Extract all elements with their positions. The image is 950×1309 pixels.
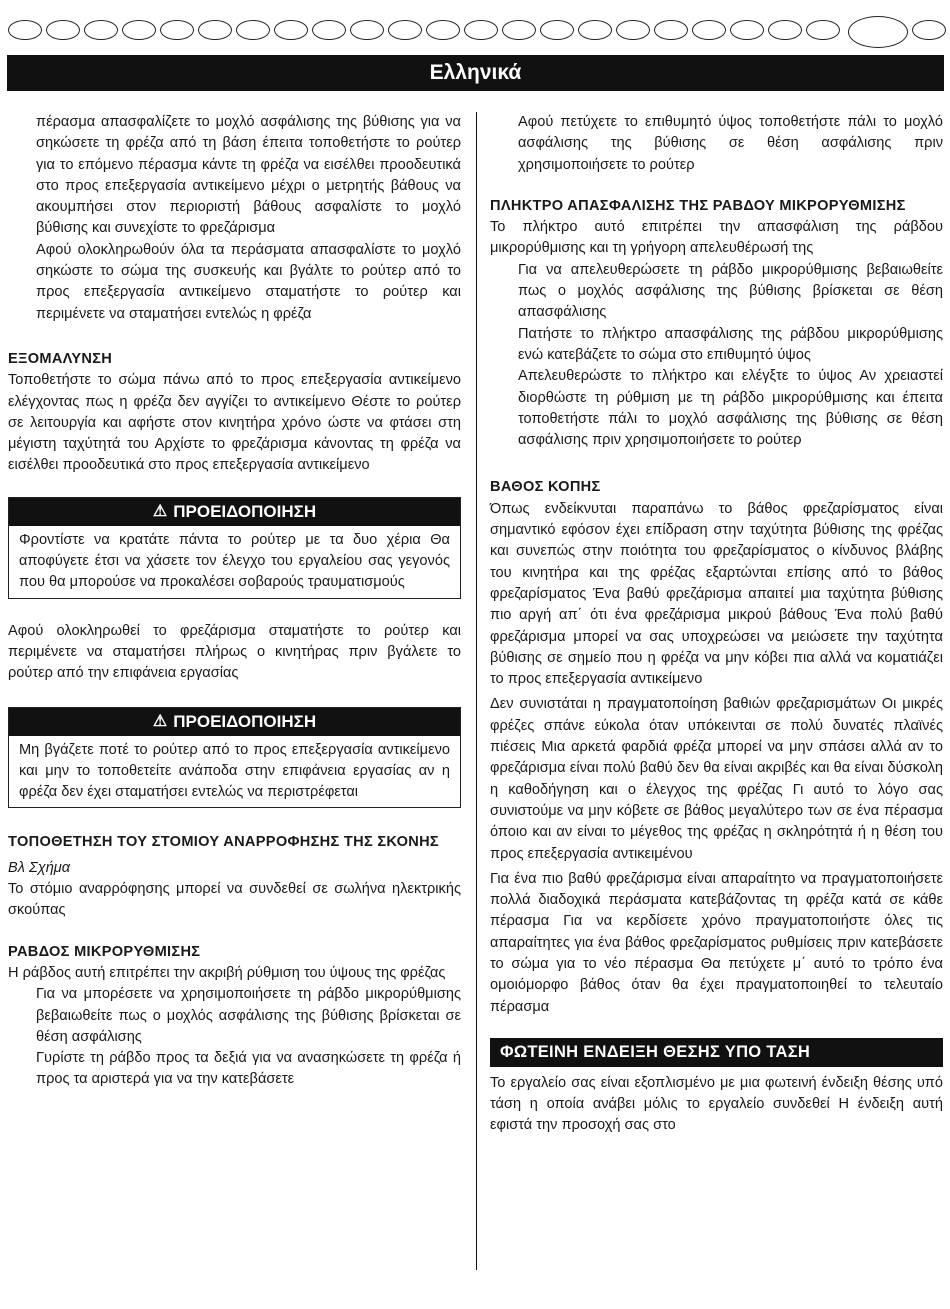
- section-oval: [654, 20, 688, 40]
- warning-text: Μη βγάζετε ποτέ το ρούτερ από το προς επεξεργασία αντικείμενο και μην το τοποθετείτε ανάποδα στην επιφάνεια εργασίας αν η φρέζα δεν έχει σταματήσει εντελώς να περιστρέφεται: [19, 741, 450, 801]
- paragraph: Το πλήκτρο αυτό επιτρέπει την απασφάλιση της ράβδου μικρορύθμισης και τη γρήγορη απελευθέρωσή της: [490, 219, 943, 257]
- paragraph: Δεν συνιστάται η πραγματοποίηση βαθιών φρεζαρισμάτων Οι μικρές φρέζες σπάνε εύκολα όταν υπόκεινται σε πολύ δυνατές πλαϊνές πιέσεις Μια αρκετά φαρδιά φρέζα μπορεί να μην σπάσει αλλά αν το φρεζάρισμα είναι πολύ βαθύ δεν θα είναι ακριβές και θα είναι δύσκολη η καθοδήγηση και ο έλεγχος της φρέζας Γι αυτό το λόγο σας συνιστούμε να μην κόβετε σε βάθος μεγαλύτερο των σε ένα πέρασμα όποιο και αν είναι το μέγεθος της φρέζας η σκληρότητά ή η θέση του προς επεξεργασία αντικειμένου: [490, 696, 943, 862]
- section-heading-text: ΦΩΤΕΙΝΗ ΕΝΔΕΙΞΗ ΘΕΣΗΣ ΥΠΟ ΤΑΣΗ: [500, 1042, 811, 1061]
- section-oval: [692, 20, 726, 40]
- right-column: [490, 112, 943, 1137]
- step-item: Πατήστε το πλήκτρο απασφάλισης της ράβδου μικρορύθμισης ενώ κατεβάζετε το σώμα στο επιθυμητό ύψος: [518, 325, 943, 363]
- step-item: Αφού πετύχετε το επιθυμητό ύψος τοποθετήστε πάλι το μοχλό ασφάλισης της βύθισης σε θέση ασφάλισης πριν χρησιμοποιήσετε το ρούτερ: [518, 114, 943, 173]
- section-oval: [502, 20, 536, 40]
- section-oval: [912, 20, 946, 40]
- paragraph: Τοποθετήστε το σώμα πάνω από το προς επεξεργασία αντικείμενο ελέγχοντας πως η φρέζα δεν αγγίζει το αντικείμενο Θέστε το ρούτερ σε λειτουργία και αφήστε στον κινητήρα χρόνο ώστε να φτάσει στη μέγιστη ταχύτητά του Αρχίστε το φρεζάρισμα κάνοντας τη φρέζα να εισέλθει προοδευτικά στο προς επεξεργασία αντικείμενο: [8, 372, 461, 474]
- page-title: Ελληνικά: [429, 61, 522, 84]
- section-heading-release-button: ΠΛΗΚΤΡΟ ΑΠΑΣΦΑΛΙΣΗΣ ΤΗΣ ΡΑΒΔΟΥ ΜΙΚΡΟΡΥΘΜΙΣΗΣ: [490, 197, 906, 214]
- warning-text: Φροντίστε να κρατάτε πάντα το ρούτερ με τα δυο χέρια Θα αποφύγετε έτσι να χάσετε τον έλεγχο του εργαλείου σας γεγονός που θα μπορούσε να προκαλέσει σοβαρούς τραυματισμούς: [19, 531, 450, 591]
- figure-reference: Βλ Σχήμα: [8, 859, 71, 876]
- section-heading-fine-adjust-rod: ΡΑΒΔΟΣ ΜΙΚΡΟΡΥΘΜΙΣΗΣ: [8, 943, 201, 960]
- paragraph: Αφού ολοκληρωθεί το φρεζάρισμα σταματήστε το ρούτερ και περιμένετε να σταματήσει πλήρως ο κινητήρας πριν βγάλετε το ρούτερ από την επιφάνεια εργασίας: [8, 622, 461, 682]
- section-oval: [198, 20, 232, 40]
- step-item: Για να απελευθερώσετε τη ράβδο μικρορύθμισης βεβαιωθείτε πως ο μοχλός ασφάλισης της βύθισης βρίσκεται σε θέση απασφάλισης: [518, 261, 943, 321]
- warning-header: [9, 498, 460, 526]
- step-item: Απελευθερώστε το πλήκτρο και ελέγξτε το ύψος Αν χρειαστεί διορθώστε τη ρύθμιση με τη ράβδο μικρορύθμισης και έπειτα τοποθετήστε πάλι το μοχλό ασφάλισης της βύθισης σε θέση ασφάλισης πριν χρησιμοποιήσετε το ρούτερ: [518, 368, 943, 449]
- section-oval: [84, 20, 118, 40]
- warning-box: [8, 707, 461, 809]
- step-item: Για να μπορέσετε να χρησιμοποιήσετε τη ράβδο μικρορύθμισης βεβαιωθείτε πως ο μοχλός ασφάλισης της βύθισης βρίσκεται σε θέση ασφάλισης: [36, 986, 461, 1045]
- warning-title: ΠΡΟΕΙΔΟΠΟΙΗΣΗ: [173, 502, 317, 522]
- language-title-bar: [7, 55, 944, 91]
- section-oval: [350, 20, 384, 40]
- section-heading-cut-depth: ΒΑΘΟΣ ΚΟΠΗΣ: [490, 479, 601, 496]
- section-oval: [578, 20, 612, 40]
- section-heading-dust-port: ΤΟΠΟΘΕΤΗΣΗ ΤΟΥ ΣΤΟΜΙΟΥ ΑΝΑΡΡΟΦΗΣΗΣ ΤΗΣ ΣΚΟΝΗΣ: [8, 834, 439, 851]
- section-oval: [806, 20, 840, 40]
- warning-triangle-icon: ⚠: [152, 712, 168, 730]
- column-divider: [476, 112, 477, 1270]
- section-heading-power-indicator: [490, 1038, 943, 1067]
- paragraph: Όπως ενδείκνυται παραπάνω το βάθος φρεζαρίσματος είναι σημαντικό εφόσον έχει επίδραση στην ταχύτητα βύθισης της φρέζας και συνεπώς στην ποιότητα του φρεζαρίσματος ο κίνδυνος βλάβης του κινητήρα και της φρέζας εξαρτώνται επίσης από το βάθος φρεζαρίσματος Ένα βαθύ φρεζάρισμα απαιτεί μια ταχύτητα βύθισης πιο αργή απ΄ ότι ένα φρεζάρισμα μικρού βάθους Ένα πολύ βαθύ φρεζάρισμα μπορεί να σας υποχρεώσει να μειώσετε την ταχύτητα βύθισης σε σημείο που η φρέζα να μην κόβει πια αλλά να κοματιάζει το προς επεξεργασία αντικείμενο: [490, 500, 943, 688]
- paragraph: Το εργαλείο σας είναι εξοπλισμένο με μια φωτεινή ένδειξη θέσης υπό τάση η οποία ανάβει μόλις το εργαλείο συνδεθεί Η ένδειξη αυτή εφιστά την προσοχή σας στο: [490, 1074, 943, 1134]
- section-oval: [616, 20, 650, 40]
- left-column: [8, 112, 461, 1091]
- section-oval: [464, 20, 498, 40]
- paragraph: Αφού ολοκληρωθούν όλα τα περάσματα απασφαλίστε το μοχλό σηκώστε το σώμα της συσκευής και βγάλτε το ρούτερ από το προς επεξεργασία αντικείμενο σταματήστε το ρούτερ και περιμένετε να σταματήσει εντελώς η φρέζα: [36, 241, 461, 322]
- section-oval: [8, 20, 42, 40]
- section-oval: [426, 20, 460, 40]
- section-oval-strip: [8, 16, 942, 50]
- section-oval: [160, 20, 194, 40]
- warning-header: [9, 708, 460, 736]
- section-oval: [274, 20, 308, 40]
- current-section-oval: [848, 16, 908, 48]
- warning-title: ΠΡΟΕΙΔΟΠΟΙΗΣΗ: [173, 711, 317, 731]
- section-oval: [730, 20, 764, 40]
- paragraph: πέρασμα απασφαλίζετε το μοχλό ασφάλισης της βύθισης για να σηκώσετε τη φρέζα από τη βάση έπειτα τοποθετήστε το ρούτερ για το επόμενο πέρασμα κάντε τη φρέζα να εισέλθει προοδευτικά στο προς επεξεργασία αντικείμενο μέχρι ο μετρητής βάθους να ακουμπήσει στον περιοριστή βάθους ασφαλίστε το μοχλό βύθισης και συνεχίστε το φρεζάρισμα: [36, 114, 461, 237]
- section-oval: [236, 20, 270, 40]
- warning-box: [8, 497, 461, 599]
- warning-triangle-icon: ⚠: [152, 503, 168, 521]
- section-heading-smoothing: ΕΞΟΜΑΛΥΝΣΗ: [8, 350, 113, 367]
- section-oval: [46, 20, 80, 40]
- step-item: Γυρίστε τη ράβδο προς τα δεξιά για να ανασηκώσετε τη φρέζα ή προς τα αριστερά για να την κατεβάσετε: [36, 1050, 461, 1088]
- paragraph: Η ράβδος αυτή επιτρέπει την ακριβή ρύθμιση του ύψους της φρέζας: [8, 964, 446, 981]
- paragraph: Για ένα πιο βαθύ φρεζάρισμα είναι απαραίτητο να πραγματοποιήσετε πολλά διαδοχικά περάσματα κατεβάζοντας τη φρέζα κατά σε κάθε πέρασμα Για να κερδίσετε χρόνο πραγματοποιήστε όλες τις απαραίτητες για ένα βάθος φρεζαρίσματος ρυθμίσεις πριν κατεβάσετε το σώμα για το νέο πέρασμα Θα πετύχετε μ΄ αυτό το τρόπο ένα ομοιόμορφο βάθος όταν θα έχει πραγματοποιηθεί το τελευταίο πέρασμα: [490, 870, 943, 1015]
- section-oval: [540, 20, 574, 40]
- section-oval: [312, 20, 346, 40]
- section-oval: [388, 20, 422, 40]
- paragraph: Το στόμιο αναρρόφησης μπορεί να συνδεθεί σε σωλήνα ηλεκτρικής σκούπας: [8, 881, 461, 919]
- section-oval: [122, 20, 156, 40]
- section-oval: [768, 20, 802, 40]
